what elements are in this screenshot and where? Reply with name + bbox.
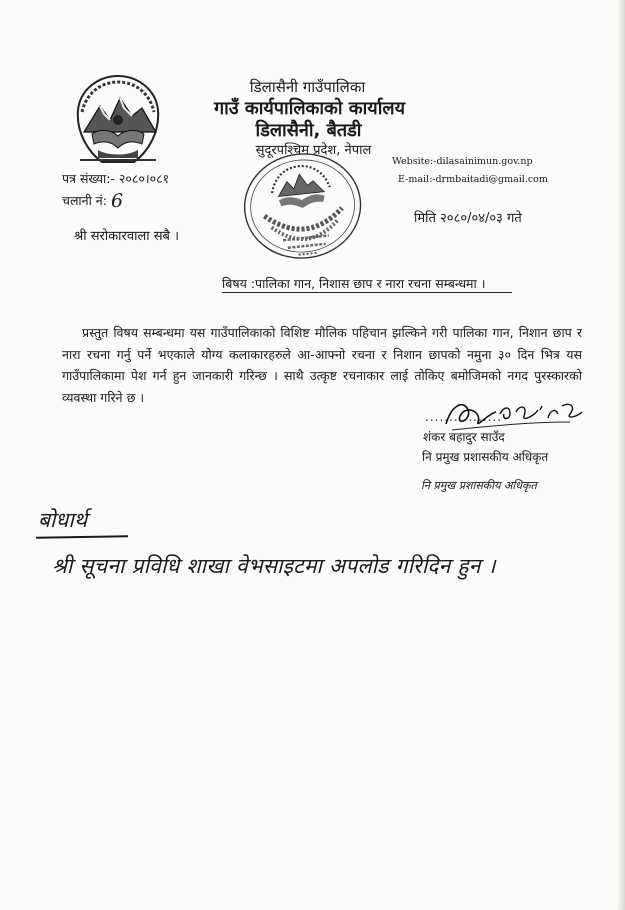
website-text: Website:-dilasainimun.gov.np: [392, 156, 533, 167]
dispatch-number: [62, 188, 123, 210]
letter-body: प्रस्तुत विषय सम्बन्धमा यस गाउँपालिकाको विशिष्ट मौलिक पहिचान झल्किने गरी पालिका गान, निशान छाप र नारा रचना गर्नु पर्ने भएकाले योग्य कलाकारहरुले आ-आफ्नो रचना र निशान छापको नमुना ३० दिन भित्र यस गाउँपालिकामा पेश गर्न हुन जानकारी गरिन्छ । साथै उत्कृष्ट रचनाकार लाई तोकिए बमोजिमको नगद पुरस्कारको व्यवस्था गरिने छ ।: [62, 325, 582, 405]
letter-date: मिति २०८०/०४/०३ गते: [414, 211, 522, 226]
addressee: श्री सरोकारवाला सबै ।: [74, 229, 180, 244]
cc-label-underline: [36, 535, 128, 539]
dispatch-label: चलानी नं:: [62, 193, 107, 208]
office-name: गाउँ कार्यपालिकाको कार्यालय: [213, 98, 406, 119]
dispatch-number-handwritten: 6: [110, 190, 124, 212]
email-text: E-mail:-drmbaitadi@gmail.com: [398, 174, 548, 185]
signatory-title: नि प्रमुख प्रशासकीय अधिकृत: [422, 450, 549, 464]
municipality-name: डिलासैनी गाउँपालिका: [249, 78, 366, 96]
designation-stamp: नि प्रमुख प्रशासकीय अधिकृत: [421, 479, 537, 492]
office-location: डिलासैनी, बैतडी: [255, 120, 362, 141]
office-seal-stamp: [240, 150, 366, 270]
reference-number: पत्र संख्या:- २०८०।०८१: [62, 171, 170, 186]
signatory-name: शंकर बहादुर साउँद: [423, 430, 505, 444]
subject-line: बिषय :पालिका गान, निशास छाप र नारा रचना सम्बन्धमा ।: [222, 276, 486, 291]
cc-handwritten-note: श्री सूचना प्रविधि शाखा वेभसाइटमा अपलोड गरिदिन हुन ।: [52, 554, 496, 578]
signature-dots: ................: [425, 410, 503, 424]
cc-label: बोधार्थ: [38, 508, 88, 532]
subject-underline: [222, 292, 512, 293]
province-country: सुदूरपश्चिम प्रदेश, नेपाल: [255, 143, 372, 158]
